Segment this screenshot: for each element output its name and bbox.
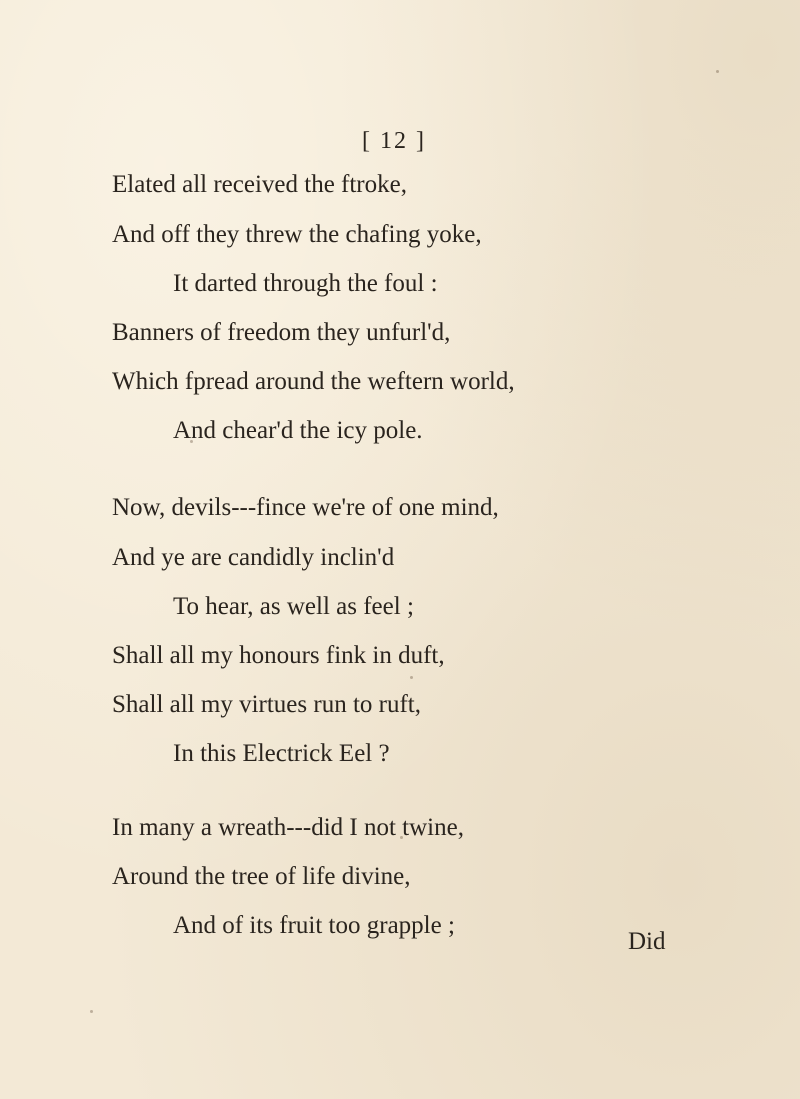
paper-speck	[410, 676, 413, 679]
poem-line: In many a wreath---did I not twine,	[112, 814, 464, 841]
poem-line: To hear, as well as feel ;	[173, 593, 414, 620]
poem-line: It darted through the foul :	[173, 270, 438, 297]
paper-speck	[190, 440, 193, 443]
catchword: Did	[628, 928, 666, 955]
paper-speck	[716, 70, 719, 73]
poem-line: And of its fruit too grapple ;	[173, 912, 455, 939]
paper-speck	[90, 1010, 93, 1013]
poem-line: Around the tree of life divine,	[112, 863, 411, 890]
poem-line: Which fpread around the weftern world,	[112, 368, 515, 395]
poem-line: In this Electrick Eel ?	[173, 740, 390, 767]
poem-line: And off they threw the chafing yoke,	[112, 221, 482, 248]
paper-speck	[300, 330, 303, 333]
poem-line: And ye are candidly inclin'd	[112, 544, 395, 571]
paper-speck	[400, 836, 403, 839]
poem-line: And chear'd the icy pole.	[173, 417, 423, 444]
poem-line: Now, devils---fince we're of one mind,	[112, 494, 499, 521]
poem-line: Shall all my virtues run to ruft,	[112, 691, 421, 718]
poem-line: Banners of freedom they unfurl'd,	[112, 319, 451, 346]
page-number: [ 12 ]	[362, 128, 426, 154]
poem-line: Shall all my honours fink in duft,	[112, 642, 445, 669]
poem-line: Elated all received the ftroke,	[112, 171, 407, 198]
